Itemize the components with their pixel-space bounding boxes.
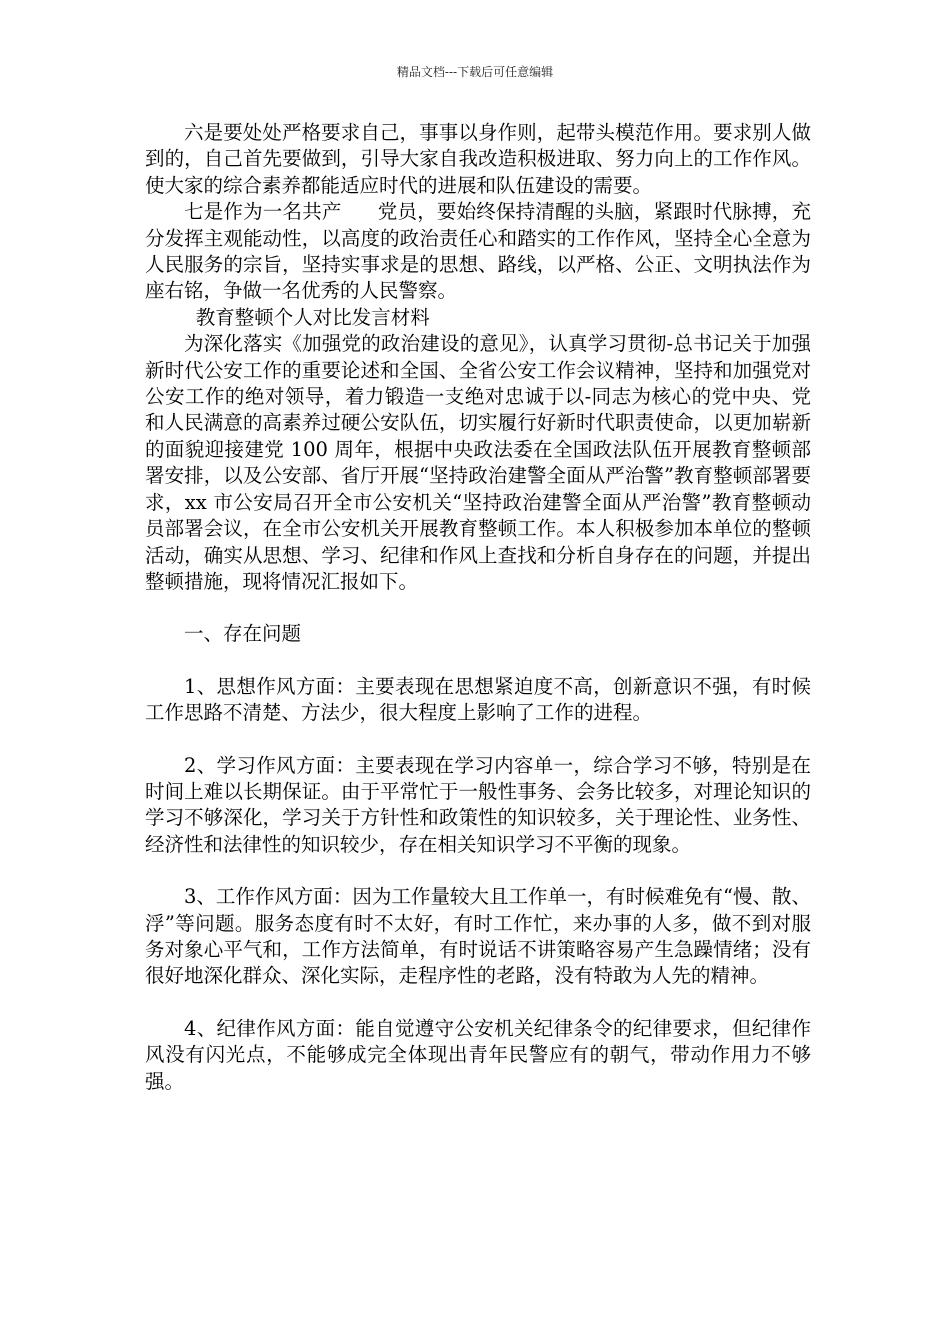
section-heading-problems: 一、存在问题: [184, 622, 302, 646]
item-study-style: 2、学习作风方面：主要表现在学习内容单一，综合学习不够，特别是在时间上难以长期保证。由于平常忙于一般性事务、会务比较多，对理论知识的学习不够深化，学习关于方针性和政策性的知识较多，关于理论性、业务性、经济性和法律性的知识较少，存在相关知识学习不平衡的现象。: [145, 753, 811, 856]
paragraph-seven-start: 七是作为一名共产: [184, 200, 342, 224]
paragraph-seven-rest: 党员，要始终保持清醒的头脑，紧跟时代脉搏，充分发挥主观能动性，以高度的政治责任心和踏实的工作作风，坚持全心全意为人民服务的宗旨，坚持实事求是的思想、路线，以严格、公正、文明执法作为座右铭，争做一名优秀的人民警察。: [145, 200, 811, 303]
item-work-style: 3、工作作风方面：因为工作量较大且工作单一，有时候难免有“慢、散、浮”等问题。服务态度有时不太好，有时工作忙，来办事的人多，做不到对服务对象心平气和，工作方法简单，有时说话不讲策略容易产生急躁情绪；没有很好地深化群众、深化实际，走程序性的老路，没有特敢为人先的精神。: [145, 885, 811, 988]
paragraph-seven: [145, 199, 811, 305]
paragraph-six: 六是要处处严格要求自己，事事以身作则，起带头模范作用。要求别人做到的，自己首先要做到，引导大家自我改造积极进取、努力向上的工作作风。使大家的综合素养都能适应时代的进展和队伍建设的需要。: [145, 121, 811, 197]
paragraph-intro: 为深化落实《加强党的政治建设的意见》，认真学习贯彻-总书记关于加强新时代公安工作的重要论述和全国、全省公安工作会议精神，坚持和加强党对公安工作的绝对领导，着力锻造一支绝对忠诚于以-同志为核心的党中央、党和人民满意的高素养过硬公安队伍，切实履行好新时代职责使命，以更加崭新的面貌迎接建党 100 周年，根据中央政法委在全国政法队伍开展教育整顿部署安排，以及公安部、省厅开展“坚持政治建警全面从严治警”教育整顿部署要求，xx 市公安局召开全市公安机关“坚持政治建警全面从严治警”教育整顿动员部署会议，在全市公安机关开展教育整顿工作。本人积极参加本单位的整顿活动，确实从思想、学习、纪律和作风上查找和分析自身存在的问题，并提出整顿措施，现将情况汇报如下。: [145, 332, 811, 593]
document-title: 教育整顿个人对比发言材料: [195, 305, 430, 329]
document-body: [145, 120, 811, 1095]
page-header-watermark: 精品文档---下载后可任意编辑: [396, 65, 554, 79]
item-discipline-style: 4、纪律作风方面：能自觉遵守公安机关纪律条令的纪律要求，但纪律作风没有闪光点，不能够成完全体现出青年民警应有的朝气，带动作用力不够强。: [145, 1016, 811, 1093]
item-thinking-style: 1、思想作风方面：主要表现在思想紧迫度不高，创新意识不强，有时候工作思路不清楚、方法少，很大程度上影响了工作的进程。: [145, 674, 811, 725]
